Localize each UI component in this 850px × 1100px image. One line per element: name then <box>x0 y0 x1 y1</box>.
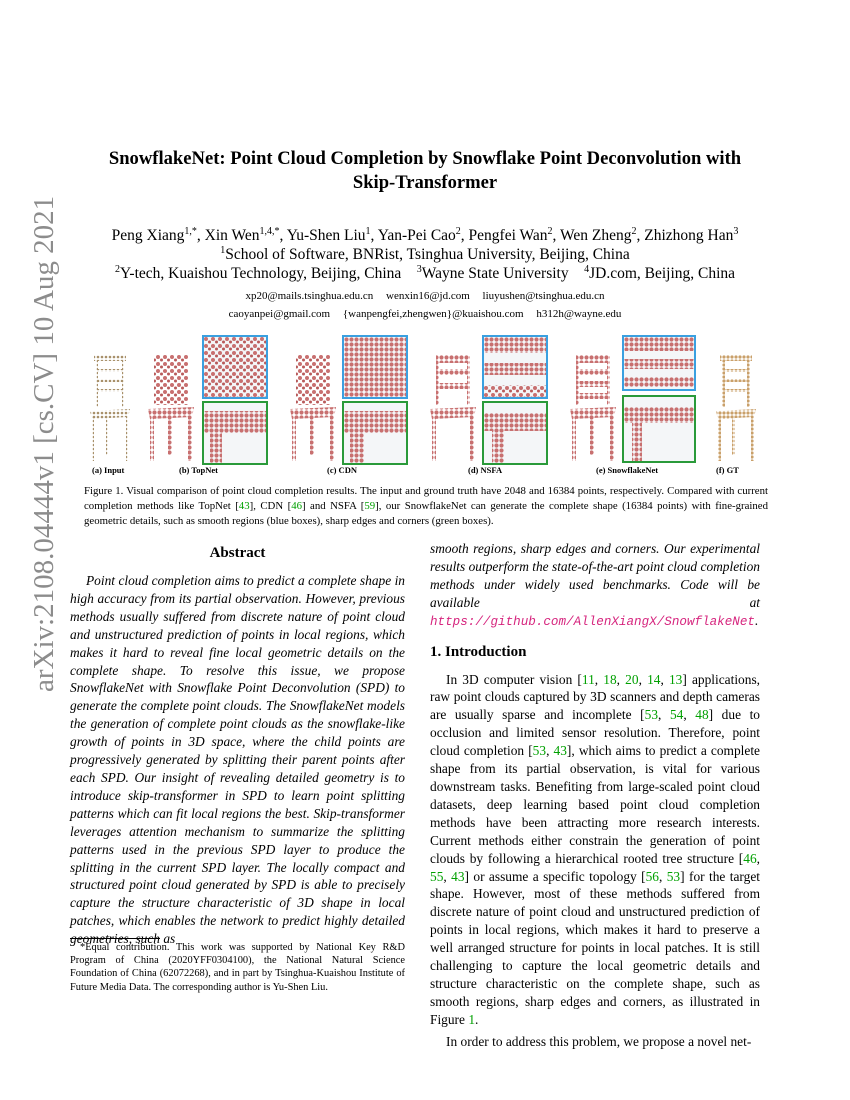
citation-link[interactable]: 53 <box>644 707 659 723</box>
figure-label: (f) GT <box>716 465 739 475</box>
figure-caption: Figure 1. Visual comparison of point cloud completion results. The input and ground truth have 2048 and 16384 points, respectively. Compared with current completion methods like TopNet [43], CDN [46] and NSFA [59], our SnowflakeNet can generate the complete shape (16384 points) with fine-grained geometric details, such as smooth regions (blue boxes), sharp edges and corners (green boxes). <box>84 485 768 527</box>
text-run: , <box>683 707 696 723</box>
abstract-text: Point cloud completion aims to predict a complete shape in high accuracy from its partial observation. However, previous methods usually suffered from discrete nature of point cloud and unstructured prediction of points in local regions, which makes it hard to reveal fine local geometric details on the complete shape. To resolve this issue, we propose SnowflakeNet with Snowflake Point Deconvolution (SPD) to generate the complete point clouds. The SnowflakeNet models the generation of complete point clouds as the snowflake-like growth of points in 3D space, where the child points are progressively generated by splitting their parent points after each SPD. Our insight of revealing detailed geometry is to introduce skip-transformer in SPD to learn point splitting patterns which can fit local regions the best. Skip-transformer leverages attention mechanism to summarize the splitting patterns used in the previous SPD layer to produce the splitting in the current SPD layer. The locally compact and structured point cloud generated by SPD is able to precisely capture the structure characteristic of 3D shape in local patches, which enables the network to predict highly detailed geometries, such as <box>70 573 405 947</box>
citation-link[interactable]: 43 <box>238 500 250 512</box>
right-column <box>430 540 760 1051</box>
introduction-paragraph-1 <box>430 671 760 1029</box>
text-run: ] for the target shape. However, most of these methods suffered from discrete nature of point cloud and unstructured prediction of points in local regions, which makes it hard to preserve a well arranged structure for points in local patches. It is still challenging to capture the local geometric details and structure characteristic on the complete shape, such as smooth regions, sharp edges and corners, as illustrated in Figure <box>430 868 760 1027</box>
figure-label: (b) TopNet <box>179 465 218 475</box>
citation-link[interactable]: 53 <box>532 743 547 759</box>
arxiv-stamp: arXiv:2108.04444v1 [cs.CV] 10 Aug 2021 <box>28 195 60 692</box>
text-run: , <box>443 868 452 884</box>
email-row-1 <box>60 289 790 303</box>
cdn-chair-image <box>284 355 344 463</box>
introduction-paragraph-2: In order to address this problem, we propose a novel net- <box>446 1033 752 1049</box>
text-run: , <box>546 743 554 759</box>
text-run: ] due to occlusion and limited sensor resolution. Therefore, point cloud completion [ <box>430 707 761 759</box>
input-chair-image <box>88 355 132 463</box>
nsfa-zoom-edge <box>482 401 548 465</box>
github-link[interactable]: https://github.com/AllenXiangX/SnowflakeNet <box>430 614 755 629</box>
email: h312h@wayne.edu <box>536 308 622 320</box>
abstract-heading: Abstract <box>209 545 266 561</box>
email-row-2 <box>60 307 790 321</box>
citation-link[interactable]: 48 <box>695 707 709 723</box>
text-run: . <box>475 1011 479 1027</box>
text-run: , <box>594 671 604 687</box>
text-run: , <box>756 850 760 866</box>
affiliation-line-1: $^1$School of Software, BNRist, Tsinghua University, Beijing, China <box>220 244 630 263</box>
figure-label: (e) SnowflakeNet <box>596 465 659 475</box>
topnet-chair-image <box>142 355 202 463</box>
topnet-zoom-smooth <box>202 335 268 399</box>
text-run: ] or assume a specific topology [ <box>464 868 646 884</box>
text-run: , <box>660 671 669 687</box>
text-run: In 3D computer vision [ <box>446 671 582 687</box>
title-line-1: SnowflakeNet: Point Cloud Completion by Snowflake Point Deconvolution with <box>108 148 742 169</box>
ground-truth-chair-image <box>714 355 758 463</box>
citation-link[interactable]: 55 <box>430 868 444 884</box>
email: {wanpengfei,zhengwen}@kuaishou.com <box>342 308 524 320</box>
citation-link[interactable]: 13 <box>668 671 683 687</box>
email: liuyushen@tsinghua.edu.cn <box>482 290 605 302</box>
citation-link[interactable]: 1 <box>468 1011 476 1027</box>
email: wenxin16@jd.com <box>386 290 470 302</box>
affiliation-line-2: $^2$Y-tech, Kuaishou Technology, Beijing, China $^3$Wayne State University $^4$JD.com, Beijing, China <box>114 263 736 282</box>
citation-link[interactable]: 18 <box>603 671 617 687</box>
text-run: , <box>658 868 667 884</box>
figure-1 <box>84 335 764 480</box>
citation-link[interactable]: 53 <box>666 868 681 884</box>
nsfa-zoom-smooth <box>482 335 548 399</box>
citation-link[interactable]: 11 <box>581 671 595 687</box>
cdn-zoom-edge <box>342 401 408 465</box>
introduction-heading: 1. Introduction <box>430 643 527 660</box>
email: xp20@mails.tsinghua.edu.cn <box>245 290 374 302</box>
citation-link[interactable]: 54 <box>669 707 684 723</box>
email: caoyanpei@gmail.com <box>228 308 331 320</box>
text-run: , <box>638 671 648 687</box>
title-line-2: Skip-Transformer <box>352 172 498 193</box>
snowflakenet-zoom-edge <box>622 395 696 463</box>
text-run: ] applications, raw point clouds captured by 3D scanners and depth cameras are usually sparse and incomplete [ <box>430 671 760 723</box>
text-run: , <box>616 671 626 687</box>
author-list: Peng Xiang$^{1,*}$, Xin Wen$^{1,4,*}$, Yu-Shen Liu$^1$, Yan-Pei Cao$^2$, Pengfei Wan$^2$, Wen Zheng$^2$, Zhizhong Han$^3$ <box>111 225 739 244</box>
citation-link[interactable]: 46 <box>743 850 757 866</box>
text-run: , <box>658 707 670 723</box>
nsfa-chair-image <box>424 355 484 463</box>
footnote-rule <box>70 938 160 939</box>
citation-link[interactable]: 43 <box>553 743 567 759</box>
citation-link[interactable]: 20 <box>625 671 639 687</box>
figure-label: (c) CDN <box>327 465 357 475</box>
topnet-zoom-edge <box>202 401 268 465</box>
abstract-continued: smooth regions, sharp edges and corners. Our experimental results outperform the state-of-the-art point cloud completion methods under widely used benchmarks. Code will be available at https://github.com/AllenXiangX/SnowflakeNet. <box>430 541 760 629</box>
figure-label: (d) NSFA <box>468 465 503 475</box>
text-run: ], which aims to predict a complete shape from its partial observation, is vital for various downstream tasks. Benefiting from large-scaled point cloud datasets, deep learning based point cloud completion methods have been attracting more research interests. Current methods either constrain the generation of point clouds by following a hierarchical rooted tree structure [ <box>430 743 760 866</box>
citation-link[interactable]: 59 <box>364 500 376 512</box>
abstract-section <box>70 545 405 948</box>
cdn-zoom-smooth <box>342 335 408 399</box>
citation-link[interactable]: 14 <box>647 671 661 687</box>
snowflakenet-chair-image <box>564 355 624 463</box>
paper-title <box>60 147 790 195</box>
footnote: *Equal contribution. This work was supported by National Key R&D Program of China (2020YFF0304100), the National Natural Science Foundation of China (62072268), and in part by Tsinghua-Kuaishou Institute of Future Media Data. The corresponding author is Yu-Shen Liu. <box>70 942 405 993</box>
citation-link[interactable]: 43 <box>451 868 465 884</box>
snowflakenet-zoom-smooth <box>622 335 696 391</box>
figure-label: (a) Input <box>92 465 125 475</box>
citation-link[interactable]: 46 <box>291 500 302 512</box>
citation-link[interactable]: 56 <box>645 868 659 884</box>
